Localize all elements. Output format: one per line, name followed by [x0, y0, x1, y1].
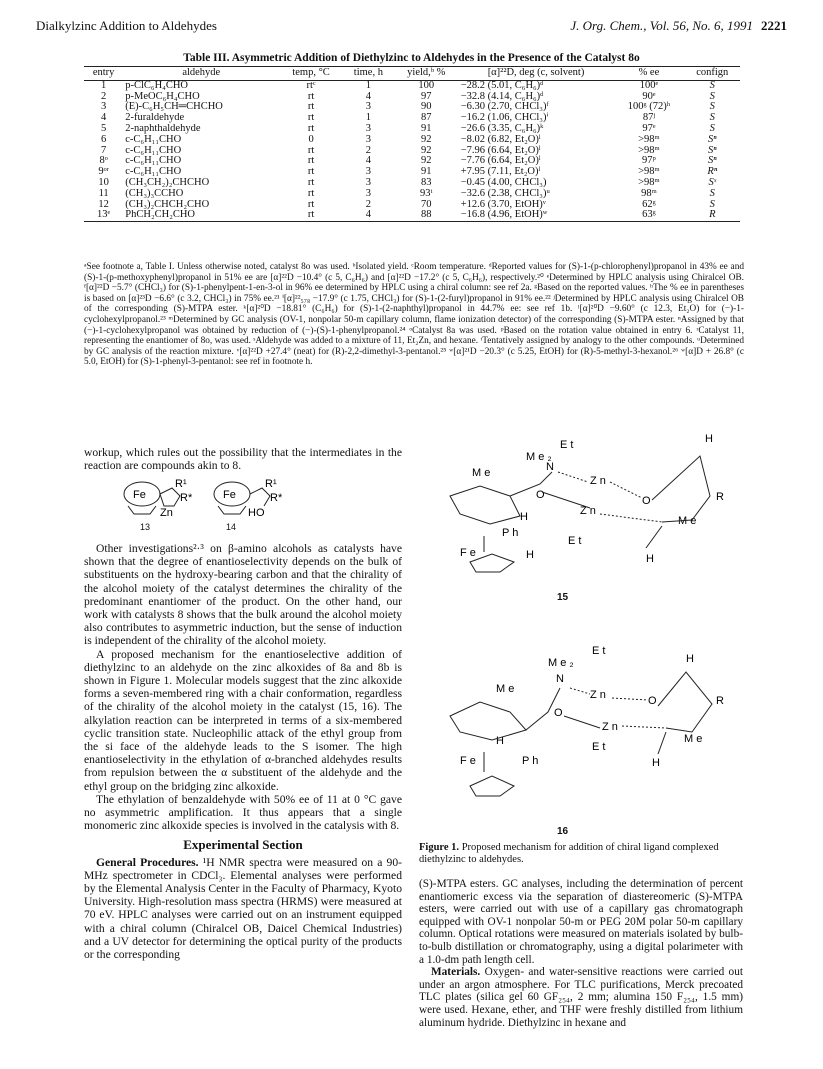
svg-text:P h: P h	[522, 755, 539, 767]
table-cell: p-MeOC₆H₄CHO	[125, 90, 200, 102]
table-cell: (E)-C₆H₅CH═CHCHO	[125, 101, 223, 113]
table-cell: 100ᵍ (72)ʰ	[627, 101, 671, 113]
table-cell: 100	[418, 79, 435, 91]
table-cell: −7.76 (6.64, Et₂O)ˡ	[460, 155, 541, 167]
table-cell: 3	[365, 133, 372, 145]
table-cell: 97ᵖ	[642, 155, 656, 167]
table-row	[84, 80, 740, 91]
table-cell: −8.02 (6.82, Et₂O)ˡ	[460, 133, 541, 145]
table-cell: 1	[101, 79, 107, 91]
table-cell: −28.2 (5.01, C₆H₆)ᵈ	[460, 79, 544, 91]
figure-caption: Figure 1. Proposed mechanism for addition of chiral ligand complexed diethylzinc to aldehydes.	[419, 842, 719, 865]
table-cell: 3	[365, 176, 372, 188]
table-cell: 93ᵗ	[420, 187, 433, 199]
svg-text:E t: E t	[592, 741, 606, 753]
svg-text:H: H	[652, 757, 660, 769]
paragraph: workup, which rules out the possibility that the intermediates in the reaction are compounds akin to 8.	[84, 446, 402, 473]
table-cell: 97ᵉ	[642, 122, 656, 134]
figure-1-structures	[430, 433, 740, 836]
table-cell: 2	[365, 144, 372, 156]
svg-text:O: O	[642, 495, 651, 507]
svg-text:R*: R*	[270, 492, 283, 504]
svg-text:F e: F e	[460, 755, 476, 767]
table-cell: 4	[365, 90, 372, 102]
paragraph: The ethylation of benzaldehyde with 50% ee of 11 at 0 °C gave no asymmetric amplification. It thus appears that a single monomeric zinc alkoxide species is involved in the catalysis with 8.	[84, 792, 402, 833]
table-cell: c-C₆H₁₁CHO	[125, 155, 182, 167]
table-cell: 90ᵉ	[642, 90, 656, 102]
table-cell: 3	[365, 166, 372, 178]
table-cell: 63ᵍ	[613, 210, 684, 221]
table-cell: 91	[421, 122, 432, 134]
svg-text:Z n: Z n	[590, 689, 606, 701]
table-cell: rt	[307, 101, 315, 113]
column-header: time, h	[343, 67, 394, 81]
svg-text:HO: HO	[248, 507, 265, 519]
table-cell: rtᶜ	[306, 79, 316, 91]
svg-text:R¹: R¹	[265, 478, 277, 490]
table-cell: 62ᵍ	[642, 198, 656, 210]
table-cell: S	[709, 122, 715, 134]
svg-text:H: H	[526, 549, 534, 561]
column-header: entry	[84, 67, 123, 81]
svg-text:P h: P h	[502, 527, 519, 539]
table-row	[84, 135, 740, 146]
table-cell: rt	[307, 187, 315, 199]
table-cell: >98ᵐ	[638, 166, 660, 178]
table-cell: S	[709, 112, 715, 124]
svg-text:H: H	[646, 553, 654, 565]
structure-14	[214, 478, 283, 519]
table-cell: Sⁿ	[707, 133, 717, 145]
table-cell: rt	[307, 155, 315, 167]
paragraph: General Procedures. ¹H NMR spectra were measured on a 90-MHz spectrometer in CDCl₃. Elemental analyses were performed by the Elemental Analysis Center in the Faculty of Pharmacy, Kyoto University. High-resolution mass spectra (HRMS) were measured at 70 eV. HPLC analyses were carried out on an instrument equipped with a chiral column (Chiralcel OB, Daicel Chemical Industries) and a UV detector for determining the optical purity of the products or the corresponding	[84, 855, 402, 962]
table-cell: 7	[101, 144, 107, 156]
left-column	[84, 446, 402, 472]
table-cell: Sⁿ	[707, 144, 717, 156]
table-cell: −0.45 (4.00, CHCl₃)	[460, 176, 547, 188]
structure-16	[450, 645, 724, 796]
table-cell: (CH₃CH₂)₂CHCHO	[125, 176, 210, 188]
table-cell: 2-naphthaldehyde	[125, 122, 201, 134]
svg-text:H: H	[686, 653, 694, 665]
column-header: [α]²²D, deg (c, solvent)	[459, 67, 614, 81]
table-cell: R	[685, 210, 740, 221]
table-cell: 13ᵉ	[84, 210, 123, 221]
svg-text:O: O	[536, 489, 545, 501]
paragraph: Materials. Oxygen- and water-sensitive reactions were carried out under an argon atmosphere. For TLC purifications, Merck precoated TLC plates (silica gel 60 GF₂₅₄, 2 mm; alumina 150 F₂₅₄, 1.5 mm) were used. Hexane, ether, and THF were freshly distilled from lithium aluminum hydride. Diethylzinc in hexane and	[419, 966, 743, 1029]
fe-label: Fe	[133, 489, 146, 501]
table-cell: +7.95 (7.11, Et₂O)ˡ	[460, 166, 541, 178]
table-cell: 2	[101, 90, 107, 102]
table-cell: 2-furaldehyde	[125, 112, 185, 124]
svg-text:E t: E t	[592, 645, 606, 657]
svg-text:Z n: Z n	[580, 505, 596, 517]
column-header: temp, °C	[279, 67, 343, 81]
svg-text:Z n: Z n	[602, 721, 618, 733]
table-cell: S	[709, 79, 715, 91]
table-cell: Rⁿ	[707, 166, 718, 178]
table-cell: 92	[421, 144, 432, 156]
table-cell: 4	[101, 112, 107, 124]
paragraph: A proposed mechanism for the enantioselective addition of diethylzinc to an aldehyde on the zinc alkoxides of 8a and 8b is shown in Figure 1. Molecular models suggest that the zinc alkoxide forms a seven-membered ring with a chair conformation, regardless of the chirality of the alcohol moiety in the catalyst (15, 16). The alkylation reaction can be interpreted in terms of a six-membered cyclic transition state. Nucleophilic attack of the ethyl group from the si face of the aldehyde leads to the S isomer. The high enantioselectivity in the ethylation of α-branched aldehydes results from repulsion between the α substituent of the aldehyde and the ethyl group on the bridging zinc alkoxide.	[84, 647, 402, 793]
svg-text:F e: F e	[460, 547, 476, 559]
left-column-body	[84, 542, 402, 961]
table-cell: 1	[365, 79, 372, 91]
svg-text:M e: M e	[496, 683, 515, 695]
compound-label-14: 14	[226, 522, 237, 532]
table-cell: 4	[343, 210, 394, 221]
table-row	[84, 210, 740, 221]
table-cell: 10	[98, 176, 109, 188]
table-cell: −32.8 (4.14, C₆H₆)ᵈ	[460, 90, 544, 102]
table-cell: 4	[365, 155, 372, 167]
paragraph: (S)-MTPA esters. GC analyses, including the determination of percent enantiomeric excess via the separation of diastereomeric (S)-MTPA esters, were carried out with use of a capillary gas chromatograph equipped with OV-1 nonpolar 50-m or PEG 20M polar 50-m capillary column. Optical rotations were measured on materials isolated by bulb-to-bulb distillation or chromatography, using a digital polarimeter with a 1.0-dm path length cell.	[419, 878, 743, 966]
svg-text:Z n: Z n	[590, 475, 606, 487]
table-cell: S	[709, 198, 715, 210]
table-cell: S	[709, 90, 715, 102]
table-cell: 3	[101, 101, 107, 113]
table-cell: rt	[307, 166, 315, 178]
svg-text:M e: M e	[678, 515, 697, 527]
svg-text:O: O	[554, 707, 563, 719]
table-cell: Sⁿ	[707, 155, 717, 167]
figure-label-16: 16	[557, 826, 569, 837]
table-cell: 2	[365, 198, 372, 210]
table-cell: 11	[98, 187, 109, 199]
table-cell: rt	[307, 90, 315, 102]
header-journal: J. Org. Chem., Vol. 56, No. 6, 1991 2221	[570, 18, 787, 33]
table-cell: 1	[365, 112, 372, 124]
table-footnotes: ᵃSee footnote a, Table I. Unless otherwise noted, catalyst 8o was used. ᵇIsolated yield. ᶜRoom temperature. ᵈReported values for (S)-1-(p-chlorophenyl)propanol in 43% ee and (S)-1-(p-methoxyphenyl)propanol in 51% ee are [α]²²D −10.4° (c 5, C₆H₆) and [α]²²D −17.2° (c 5, C₆H₆), respectively.²⁰ ᵉDetermined by HPLC analysis using Chiralcel OB. ᶠ[α]²²D −5.7° (CHCl₃) for (S)-1-phenylpent-1-en-3-ol in 96% ee determined by HPLC using a chiral column: see ref 2a. ᵍBased on the reported values. ʰThe % ee in parentheses is based on [α]²³D −6.6° (c 3.2, CHCl₃) in 75% ee.²¹ ⁱ[α]²²₅₇₈ −17.9° (c 1.75, CHCl₃) for (S)-1-(2-furyl)propanol in 91% ee.²² ʲDetermined by HPLC analysis using Chiralcel OB of the corresponding (S)-MTPA ester. ᵏ[α]²⁰D −18.81° (C₆H₆) for (S)-1-(2-naphthyl)propanol in 44.7% ee: see ref 1b. ˡ[α]²⁰D −9.60° (c 12.3, Et₂O) for (−)-1-cyclohexylpropanol.²³ ᵐDetermined by GC analysis (OV-1, nonpolar 50-m capillary column, flame ionization detector) of the corresponding (S)-MTPA ester. ⁿAssigned by that (−)-1-cyclohexylpropanol was obtained by reduction of (−)-(S)-1-phenylpropanol.²⁴ ᵒCatalyst 8a was used. ᵖBased on the rotation value obtained in entry 6. ʳCatalyst 11, representing the enantiomer of 8o, was used. ˢAldehyde was added to a mixture of 11, Et₂Zn, and hexane. ᵗTentatively assigned by analogy to the other compounds. ᵘDetermined by GC analysis of the reaction mixture. ᵛ[α]²²D +27.4° (neat) for (R)-2,2-dimethyl-3-pentanol.²⁵ ʷ[α]²¹D −20.3° (c 5.25, EtOH) for (R)-5-methyl-3-hexanol.²⁶ ʷ[α]D + 26.8° (c 5.0, EtOH) for (S)-1-phenyl-3-pentanol: see ref in footnote h.	[84, 262, 744, 368]
svg-text:N: N	[556, 673, 564, 685]
svg-text:E t: E t	[568, 535, 582, 547]
table-cell: 3	[365, 187, 372, 199]
table-cell: 83	[421, 176, 432, 188]
table-cell: 92	[421, 133, 432, 145]
table-header-row	[84, 67, 740, 81]
table-title: Table III. Asymmetric Addition of Diethylzinc to Aldehydes in the Presence of the Catalyst 8o	[183, 52, 640, 64]
header-title: Dialkylzinc Addition to Aldehydes	[36, 18, 217, 33]
table-cell: rt	[307, 122, 315, 134]
table-cell: 3	[365, 101, 372, 113]
table-cell: −6.30 (2.70, CHCl₃)ᶠ	[460, 101, 549, 113]
table-cell: 98ᵐ	[641, 187, 657, 199]
table-cell: +12.6 (3.70, EtOH)ᵛ	[460, 198, 546, 210]
table-cell: −26.6 (3.35, C₆H₆)ᵏ	[460, 122, 544, 134]
svg-text:Fe: Fe	[223, 489, 236, 501]
table-cell: 3	[365, 122, 372, 134]
compound-label-13: 13	[140, 522, 151, 532]
table-cell: (CH₃)₃CCHO	[125, 187, 184, 199]
table-cell: p-ClC₆H₄CHO	[125, 79, 189, 91]
section-heading: Experimental Section	[183, 837, 303, 853]
column-header: confign	[685, 67, 740, 81]
svg-text:R*: R*	[180, 492, 193, 504]
table-cell: 70	[421, 198, 432, 210]
running-header	[36, 18, 787, 36]
table-cell: 8ᵒ	[99, 155, 108, 167]
table-cell: −16.2 (1.06, CHCl₃)ⁱ	[460, 112, 549, 124]
svg-text:H: H	[496, 735, 504, 747]
table-cell: c-C₆H₁₁CHO	[125, 166, 182, 178]
svg-text:Zn: Zn	[160, 507, 173, 519]
svg-text:M e: M e	[472, 467, 491, 479]
column-header: aldehyde	[123, 67, 279, 81]
table-cell: 91	[421, 166, 432, 178]
table-cell: 92	[421, 155, 432, 167]
column-header: yield,ᵇ %	[394, 67, 459, 81]
table-row	[84, 189, 740, 200]
svg-text:M e ₂: M e ₂	[526, 451, 552, 463]
page-number: 2221	[761, 18, 787, 33]
svg-text:O: O	[648, 695, 657, 707]
table-cell: rt	[279, 210, 343, 221]
table-cell: rt	[307, 112, 315, 124]
svg-text:H: H	[705, 433, 713, 445]
table-cell: −7.96 (6.64, Et₂O)ˡ	[460, 144, 541, 156]
table-cell: 97	[421, 90, 432, 102]
table-cell: PhCH₂CH₂CHO	[123, 210, 279, 221]
table-cell: 6	[101, 133, 107, 145]
table-cell: 87	[421, 112, 432, 124]
table-cell: S	[709, 187, 715, 199]
figure-label-15: 15	[557, 592, 569, 603]
table-cell: 87ʲ	[642, 112, 655, 124]
table-cell: 88	[394, 210, 459, 221]
svg-text:H: H	[520, 511, 528, 523]
svg-text:R: R	[716, 695, 724, 707]
paragraph: Other investigations²·³ on β-amino alcohols as catalysts have shown that the degree of enantioselectivity depends on the bulk of substituents on the hydroxy-bearing carbon and that the chirality of the alcohol moiety of the catalyst determines the chirality of the predominant enantiomer of the product. On the other hand, our work with catalysts 8 shows that the bulk around the alcohol moiety also contributes to asymmetric induction, but the sense of induction is independent of the chirality of the alcohol moiety.	[84, 542, 402, 648]
table-cell: rt	[307, 176, 315, 188]
svg-text:E t: E t	[560, 439, 574, 451]
results-table	[84, 66, 740, 222]
svg-text:R¹: R¹	[175, 478, 187, 490]
table-cell: >98ᵐ	[638, 133, 660, 145]
svg-text:M e ₂: M e ₂	[548, 657, 574, 669]
table-cell: −32.6 (2.38, CHCl₃)ᵘ	[460, 187, 550, 199]
table-cell: S	[709, 101, 715, 113]
table-cell: (CH₃)₂CHCH₂CHO	[125, 198, 210, 210]
svg-text:N: N	[546, 461, 554, 473]
table-cell: −16.8 (4.96, EtOH)ʷ	[459, 210, 614, 221]
table-cell: rt	[307, 198, 315, 210]
table-cell: c-C₆H₁₁CHO	[125, 144, 182, 156]
structure-15	[450, 433, 724, 572]
table-cell: 12	[98, 198, 109, 210]
svg-text:M e: M e	[684, 733, 703, 745]
table-cell: Sˢ	[708, 176, 716, 188]
table-cell: 0	[308, 133, 314, 145]
right-column-body	[419, 878, 743, 1029]
table-cell: 5	[101, 122, 107, 134]
table-cell: >98ᵐ	[638, 144, 660, 156]
table-cell: 9ᵒʳ	[98, 166, 109, 178]
structure-13	[124, 478, 193, 519]
table-cell: 100ᵉ	[639, 79, 659, 91]
svg-text:R: R	[716, 491, 724, 503]
column-header: % ee	[613, 67, 684, 81]
table-cell: >98ᵐ	[638, 176, 660, 188]
table-cell: c-C₆H₁₁CHO	[125, 133, 182, 145]
table-cell: 90	[421, 101, 432, 113]
table-cell: rt	[307, 144, 315, 156]
